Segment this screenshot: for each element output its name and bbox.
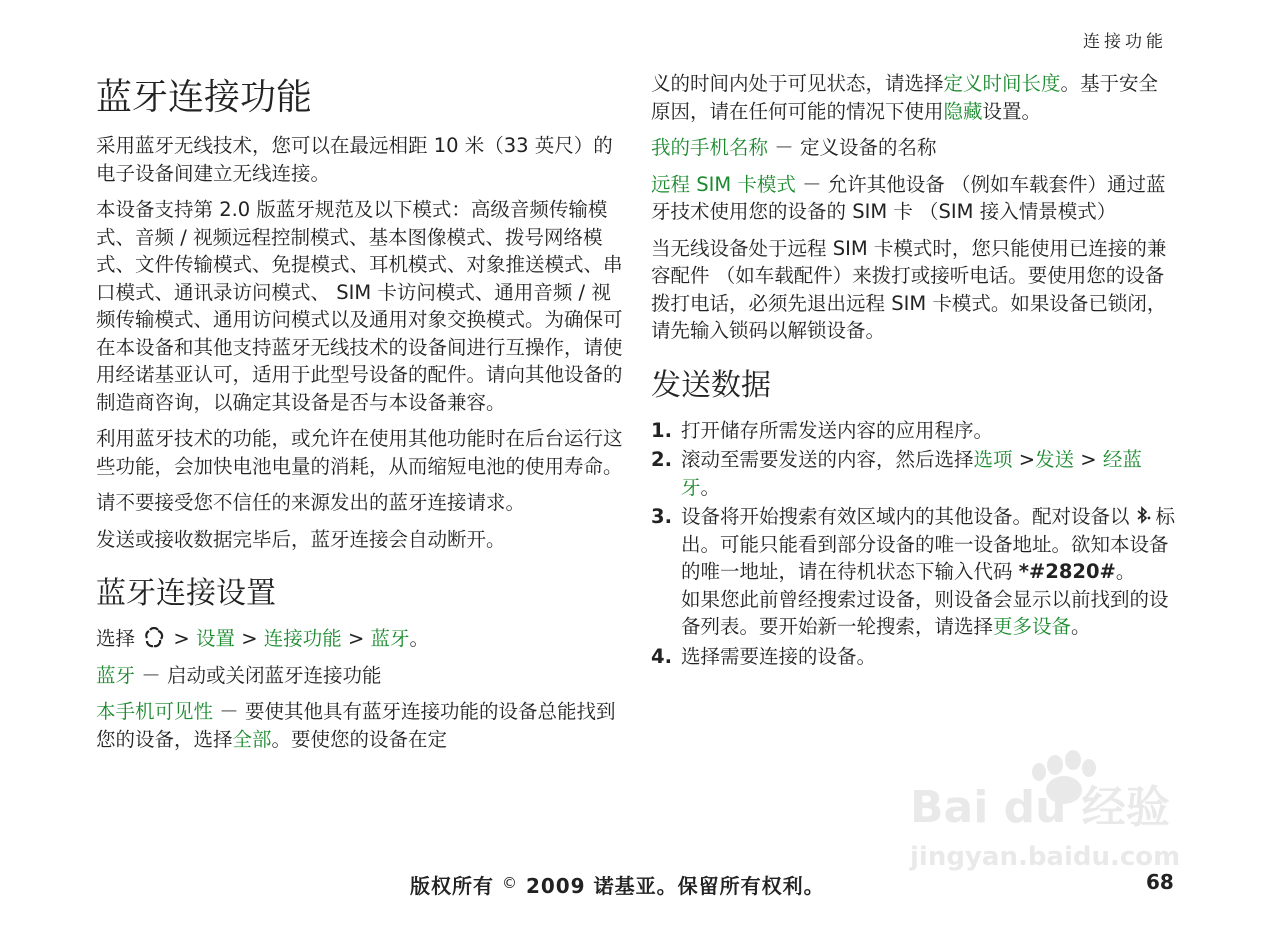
step-note: 如果您此前曾经搜索过设备，则设备会显示以前找到的设备列表。要开始新一轮搜索，请选择 [681, 587, 1169, 638]
settings-title: 蓝牙连接设置 [96, 576, 276, 611]
visibility-option [96, 698, 626, 753]
step-text: 打开储存所需发送内容的应用程序。 [681, 418, 994, 442]
step-text: 标出。可能只能看到部分设备的唯一设备地址。欲知本设备的唯一地址，请在待机状态下输入代码 [681, 505, 1176, 583]
end-period: 。 [700, 475, 721, 499]
end-period: 。 [409, 627, 430, 650]
paired-bluetooth-icon [1132, 505, 1154, 527]
watermark-brand: Bai du 经验 [910, 782, 1170, 833]
dash: － [802, 172, 822, 196]
step-item [651, 417, 1176, 445]
more-devices-option[interactable]: 更多设备 [993, 615, 1072, 638]
bluetooth-desc: 启动或关闭蓝牙连接功能 [166, 663, 382, 687]
path-separator: > [1080, 448, 1097, 471]
path-connectivity[interactable]: 连接功能 [263, 627, 342, 650]
copyright-symbol: © [501, 874, 518, 892]
dash: － [219, 700, 239, 723]
copyright-text: 2009 诺基亚。保留所有权利。 [525, 874, 825, 898]
settings-path [96, 625, 626, 653]
remote-sim-paragraph: 当无线设备处于远程 SIM 卡模式时，您只能使用已连接的兼容配件 （如车载配件）来拨打或接听电话。要使用您的设备拨打电话，必须先退出远程 SIM 卡模式。如果设备已锁闭，请先输入锁码以解锁设备。 [651, 236, 1167, 342]
remote-sim-option [651, 171, 1176, 226]
step-number: 2. [651, 448, 672, 471]
baidu-watermark [905, 730, 1205, 880]
cont-text: 设置。 [982, 99, 1042, 123]
phone-name-option [651, 134, 1176, 162]
visibility-term[interactable]: 本手机可见性 [96, 700, 214, 723]
bluetooth-option [96, 662, 626, 690]
step-number: 1. [651, 418, 672, 442]
options-menu[interactable]: 选项 [973, 448, 1013, 471]
disconnect-paragraph: 发送或接收数据完毕后，蓝牙连接会自动断开。 [96, 527, 506, 551]
step-item [651, 643, 1176, 671]
step-text: 选择需要连接的设备。 [681, 644, 877, 668]
hidden-option[interactable]: 隐藏 [943, 99, 983, 123]
cont-text: 。基于安全原因，请在任何可能的情况下使用 [651, 72, 1159, 123]
send-option[interactable]: 发送 [1035, 448, 1075, 471]
intro-paragraph: 采用蓝牙无线技术，您可以在最远相距 10 米（33 英尺）的电子设备间建立无线连接。 [96, 134, 613, 185]
visibility-desc-end: 。要使您的设备在定 [271, 727, 448, 751]
left-column [96, 70, 626, 762]
step-text: 设备将开始搜索有效区域内的其他设备。配对设备以 [681, 505, 1130, 528]
send-data-title: 发送数据 [651, 367, 771, 403]
visibility-desc: 要使其他具有蓝牙连接功能的设备总能找到您的设备，选择 [96, 700, 616, 751]
select-label: 选择 [96, 627, 136, 650]
path-separator: > [1018, 448, 1036, 471]
dash: － [141, 663, 161, 687]
via-bluetooth-option[interactable]: 经蓝牙 [681, 448, 1142, 499]
cont-text: 义的时间内处于可见状态，请选择 [651, 72, 944, 95]
running-header: 连接功能 [1083, 32, 1167, 52]
visibility-all[interactable]: 全部 [232, 727, 272, 751]
visibility-continued [651, 70, 1176, 125]
step-item [651, 446, 1176, 501]
step-text: 。 [1115, 560, 1136, 583]
bluetooth-term[interactable]: 蓝牙 [96, 663, 136, 687]
define-period-option[interactable]: 定义时间长度 [943, 72, 1061, 95]
step-text: 滚动至需要发送的内容，然后选择 [681, 448, 974, 471]
code-text: *#2820# [1018, 560, 1116, 583]
end-period: 。 [1071, 615, 1091, 638]
profiles-paragraph: 本设备支持第 2.0 版蓝牙规范及以下模式：高级音频传输模式、音频 / 视频远程控制模式、基本图像模式、拨号网络模式、文件传输模式、免提模式、耳机模式、对象推送模式、串口模式、通讯录访问模式、 SIM 卡访问模式、通用音频 / 视频传输模式、通用访问模式以及通用对象交换模式。为确保可在本设备和其他支持蓝牙无线技术的设备间进行互操作，请使用经诺基亚认可，适用于此型号设备的配件。请向其他设备的制造商咨询，以确定其设备是否与本设备兼容。 [96, 198, 623, 414]
right-column [651, 70, 1176, 672]
trust-paragraph: 请不要接受您不信任的来源发出的蓝牙连接请求。 [96, 491, 526, 514]
path-separator: > [173, 627, 190, 650]
remote-sim-desc: 允许其他设备 （例如车载套件）通过蓝牙技术使用您的设备的 SIM 卡 （SIM 接入情景模式） [651, 172, 1166, 223]
phone-name-term[interactable]: 我的手机名称 [651, 136, 769, 159]
copyright-label: 版权所有 [410, 874, 494, 898]
phone-name-desc: 定义设备的名称 [799, 136, 937, 159]
watermark-url: jingyan.baidu.com [910, 842, 1181, 872]
step-item [651, 503, 1176, 641]
path-settings[interactable]: 设置 [195, 627, 235, 650]
step-number: 4. [651, 644, 672, 668]
path-separator: > [347, 627, 365, 650]
path-bluetooth[interactable]: 蓝牙 [370, 627, 410, 650]
page-number: 68 [1146, 870, 1174, 894]
step-number: 3. [651, 505, 672, 528]
path-separator: > [241, 627, 258, 650]
battery-paragraph: 利用蓝牙技术的功能，或允许在使用其他功能时在后台运行这些功能，会加快电池电量的消耗，从而缩短电池的使用寿命。 [96, 427, 623, 478]
remote-sim-term[interactable]: 远程 SIM 卡模式 [651, 172, 796, 196]
dash: － [774, 136, 794, 159]
menu-key-icon [143, 627, 165, 649]
section-title: 蓝牙连接功能 [96, 77, 313, 118]
copyright-footer [410, 870, 825, 899]
